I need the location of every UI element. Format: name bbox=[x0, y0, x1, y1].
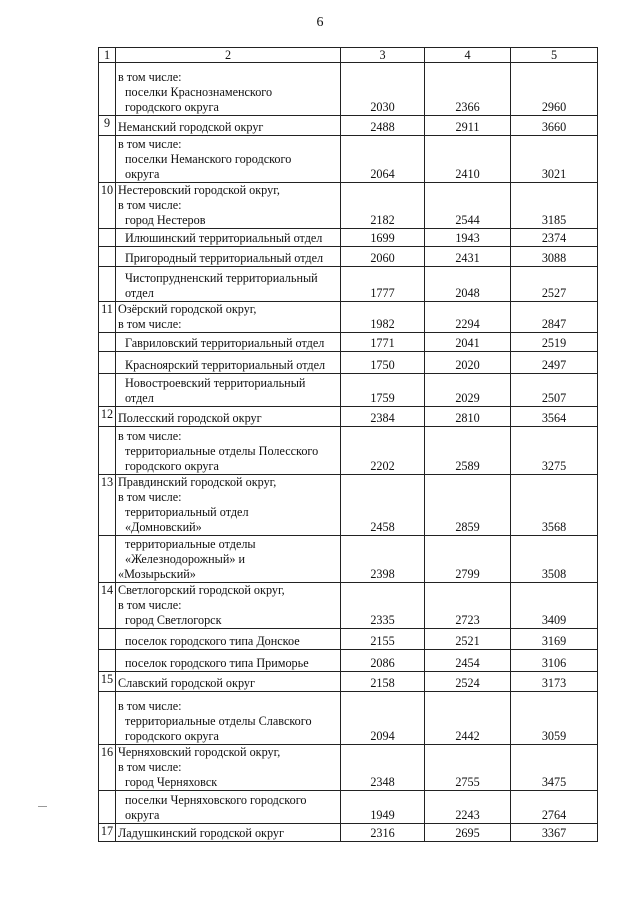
value-col-5: 3367 bbox=[511, 824, 598, 842]
table-row bbox=[99, 629, 598, 650]
territory-name-line: в том числе: bbox=[118, 137, 182, 151]
value-col-4: 2442 bbox=[425, 692, 511, 745]
territory-name bbox=[116, 650, 341, 672]
territory-name-line: отдел bbox=[125, 286, 154, 300]
row-number bbox=[99, 536, 116, 583]
value-col-3: 1750 bbox=[341, 352, 425, 374]
value-col-4: 2454 bbox=[425, 650, 511, 672]
value-col-5: 3059 bbox=[511, 692, 598, 745]
value-col-5: 3475 bbox=[511, 745, 598, 791]
row-number bbox=[99, 427, 116, 475]
table-row bbox=[99, 116, 598, 136]
territory-name-line: поселки Черняховского городского bbox=[125, 793, 307, 807]
value-col-4: 2431 bbox=[425, 247, 511, 267]
territory-name bbox=[116, 267, 341, 302]
table-row bbox=[99, 672, 598, 692]
table-row bbox=[99, 824, 598, 842]
value-col-4: 2810 bbox=[425, 407, 511, 427]
value-col-3: 2335 bbox=[341, 583, 425, 629]
territory-name bbox=[116, 63, 341, 116]
territory-name-line: в том числе: bbox=[118, 699, 182, 713]
value-col-5: 3185 bbox=[511, 183, 598, 229]
row-number bbox=[99, 374, 116, 407]
value-col-4: 2911 bbox=[425, 116, 511, 136]
row-number: 11 bbox=[99, 302, 116, 333]
territory-name bbox=[116, 333, 341, 352]
territory-name-line: округа bbox=[125, 167, 160, 181]
value-col-3: 2398 bbox=[341, 536, 425, 583]
value-col-3: 1759 bbox=[341, 374, 425, 407]
territory-name-line: поселки Краснознаменского bbox=[125, 85, 273, 99]
territory-name bbox=[116, 791, 341, 824]
territory-name-line: Ладушкинский городской округ bbox=[118, 826, 284, 840]
value-col-4: 2859 bbox=[425, 475, 511, 536]
value-col-4: 2544 bbox=[425, 183, 511, 229]
row-number bbox=[99, 247, 116, 267]
table-header-row bbox=[99, 48, 598, 63]
value-col-5: 3169 bbox=[511, 629, 598, 650]
value-col-4: 2695 bbox=[425, 824, 511, 842]
row-number: 16 bbox=[99, 745, 116, 791]
value-col-3: 1771 bbox=[341, 333, 425, 352]
territory-name bbox=[116, 136, 341, 183]
territory-name-line: территориальный отдел bbox=[125, 505, 249, 519]
row-number bbox=[99, 629, 116, 650]
territory-name-line: в том числе: bbox=[118, 70, 182, 84]
table-body bbox=[99, 63, 598, 842]
territory-name-line: Полесский городской округ bbox=[118, 411, 262, 425]
value-col-4: 2410 bbox=[425, 136, 511, 183]
territory-name-line: Светлогорский городской округ, bbox=[118, 583, 285, 597]
territory-name-line: в том числе: bbox=[118, 317, 182, 331]
territory-name-line: в том числе: bbox=[118, 490, 182, 504]
table-row bbox=[99, 475, 598, 536]
territory-name-line: Правдинский городской округ, bbox=[118, 475, 277, 489]
territory-name-line: городского округа bbox=[125, 100, 219, 114]
territory-name-line: городского округа bbox=[125, 459, 219, 473]
territory-name-line: поселки Неманского городского bbox=[125, 152, 292, 166]
territory-name-line: город Черняховск bbox=[125, 775, 218, 789]
value-col-3: 1982 bbox=[341, 302, 425, 333]
row-number bbox=[99, 229, 116, 247]
territory-name bbox=[116, 536, 341, 583]
value-col-3: 2064 bbox=[341, 136, 425, 183]
value-col-3: 2030 bbox=[341, 63, 425, 116]
row-number: 15 bbox=[99, 672, 116, 692]
table-row bbox=[99, 247, 598, 267]
territory-name-line: Пригородный территориальный отдел bbox=[125, 251, 324, 265]
value-col-5: 2764 bbox=[511, 791, 598, 824]
territory-name bbox=[116, 692, 341, 745]
data-table bbox=[98, 47, 598, 842]
row-number bbox=[99, 333, 116, 352]
column-header: 4 bbox=[425, 48, 511, 63]
value-col-5: 3173 bbox=[511, 672, 598, 692]
value-col-5: 2497 bbox=[511, 352, 598, 374]
table-row bbox=[99, 183, 598, 229]
column-header: 3 bbox=[341, 48, 425, 63]
value-col-5: 3106 bbox=[511, 650, 598, 672]
value-col-3: 1699 bbox=[341, 229, 425, 247]
table-row bbox=[99, 407, 598, 427]
value-col-4: 2366 bbox=[425, 63, 511, 116]
row-number bbox=[99, 267, 116, 302]
value-col-4: 1943 bbox=[425, 229, 511, 247]
value-col-3: 2182 bbox=[341, 183, 425, 229]
value-col-3: 1777 bbox=[341, 267, 425, 302]
value-col-4: 2521 bbox=[425, 629, 511, 650]
value-col-4: 2723 bbox=[425, 583, 511, 629]
value-col-3: 2348 bbox=[341, 745, 425, 791]
table-row bbox=[99, 229, 598, 247]
territory-name bbox=[116, 629, 341, 650]
table-row bbox=[99, 536, 598, 583]
column-header: 1 bbox=[99, 48, 116, 63]
territory-name bbox=[116, 475, 341, 536]
territory-name-line: «Домновский» bbox=[125, 520, 202, 534]
value-col-5: 2847 bbox=[511, 302, 598, 333]
table-row bbox=[99, 583, 598, 629]
row-number bbox=[99, 63, 116, 116]
table-row bbox=[99, 427, 598, 475]
territory-name-line: город Нестеров bbox=[125, 213, 206, 227]
territory-name-line: «Мозырьский» bbox=[118, 567, 196, 581]
row-number bbox=[99, 791, 116, 824]
value-col-4: 2041 bbox=[425, 333, 511, 352]
territory-name bbox=[116, 302, 341, 333]
territory-name bbox=[116, 374, 341, 407]
value-col-3: 2458 bbox=[341, 475, 425, 536]
value-col-5: 3021 bbox=[511, 136, 598, 183]
value-col-4: 2589 bbox=[425, 427, 511, 475]
margin-mark bbox=[38, 806, 47, 807]
page-number: 6 bbox=[316, 15, 324, 30]
row-number bbox=[99, 650, 116, 672]
row-number bbox=[99, 352, 116, 374]
value-col-5: 3564 bbox=[511, 407, 598, 427]
territory-name-line: поселок городского типа Донское bbox=[125, 634, 300, 648]
territory-name-line: в том числе: bbox=[118, 598, 182, 612]
value-col-3: 2316 bbox=[341, 824, 425, 842]
territory-name-line: город Светлогорск bbox=[125, 613, 222, 627]
value-col-4: 2294 bbox=[425, 302, 511, 333]
value-col-5: 3275 bbox=[511, 427, 598, 475]
territory-name bbox=[116, 247, 341, 267]
territory-name-line: Илюшинский территориальный отдел bbox=[125, 231, 323, 245]
territory-name-line: территориальные отделы Славского bbox=[125, 714, 312, 728]
value-col-4: 2755 bbox=[425, 745, 511, 791]
row-number: 12 bbox=[99, 407, 116, 427]
value-col-4: 2524 bbox=[425, 672, 511, 692]
territory-name bbox=[116, 824, 341, 842]
territory-name-line: в том числе: bbox=[118, 760, 182, 774]
territory-name-line: Славский городской округ bbox=[118, 676, 255, 690]
territory-name bbox=[116, 427, 341, 475]
territory-name bbox=[116, 745, 341, 791]
table-row bbox=[99, 136, 598, 183]
row-number bbox=[99, 692, 116, 745]
territory-name-line: в том числе: bbox=[118, 429, 182, 443]
value-col-3: 2086 bbox=[341, 650, 425, 672]
row-number bbox=[99, 136, 116, 183]
value-col-5: 3660 bbox=[511, 116, 598, 136]
column-header: 2 bbox=[116, 48, 341, 63]
territory-name-line: поселок городского типа Приморье bbox=[125, 656, 309, 670]
territory-name-line: в том числе: bbox=[118, 198, 182, 212]
table-row bbox=[99, 791, 598, 824]
value-col-5: 2960 bbox=[511, 63, 598, 116]
value-col-5: 2507 bbox=[511, 374, 598, 407]
territory-name-line: городского округа bbox=[125, 729, 219, 743]
value-col-4: 2799 bbox=[425, 536, 511, 583]
value-col-3: 2158 bbox=[341, 672, 425, 692]
territory-name bbox=[116, 116, 341, 136]
value-col-3: 2094 bbox=[341, 692, 425, 745]
territory-name bbox=[116, 583, 341, 629]
value-col-5: 3508 bbox=[511, 536, 598, 583]
territory-name-line: Нестеровский городской округ, bbox=[118, 183, 280, 197]
territory-name-line: Неманский городской округ bbox=[118, 120, 264, 134]
table-row bbox=[99, 352, 598, 374]
territory-name-line: Чистопрудненский территориальный bbox=[125, 271, 318, 285]
territory-name bbox=[116, 229, 341, 247]
table-row bbox=[99, 374, 598, 407]
value-col-5: 2374 bbox=[511, 229, 598, 247]
territory-name bbox=[116, 407, 341, 427]
territory-name-line: отдел bbox=[125, 391, 154, 405]
table-row bbox=[99, 692, 598, 745]
value-col-3: 2060 bbox=[341, 247, 425, 267]
value-col-3: 1949 bbox=[341, 791, 425, 824]
value-col-3: 2202 bbox=[341, 427, 425, 475]
table-row bbox=[99, 333, 598, 352]
row-number: 17 bbox=[99, 824, 116, 842]
value-col-4: 2020 bbox=[425, 352, 511, 374]
value-col-5: 3568 bbox=[511, 475, 598, 536]
territory-name bbox=[116, 672, 341, 692]
row-number: 9 bbox=[99, 116, 116, 136]
table-row bbox=[99, 63, 598, 116]
row-number: 10 bbox=[99, 183, 116, 229]
territory-name-line: округа bbox=[125, 808, 160, 822]
row-number: 14 bbox=[99, 583, 116, 629]
table-row bbox=[99, 302, 598, 333]
territory-name-line: Черняховский городской округ, bbox=[118, 745, 281, 759]
territory-name-line: Озёрский городской округ, bbox=[118, 302, 257, 316]
value-col-5: 3409 bbox=[511, 583, 598, 629]
territory-name-line: Гавриловский территориальный отдел bbox=[125, 336, 325, 350]
value-col-5: 3088 bbox=[511, 247, 598, 267]
territory-name bbox=[116, 352, 341, 374]
value-col-4: 2029 bbox=[425, 374, 511, 407]
table-row bbox=[99, 745, 598, 791]
territory-name-line: «Железнодорожный» и bbox=[125, 552, 246, 566]
column-header: 5 bbox=[511, 48, 598, 63]
value-col-3: 2488 bbox=[341, 116, 425, 136]
table-row bbox=[99, 650, 598, 672]
territory-name-line: территориальные отделы bbox=[125, 537, 256, 551]
territory-name-line: Новостроевский территориальный bbox=[125, 376, 306, 390]
table-row bbox=[99, 267, 598, 302]
value-col-5: 2519 bbox=[511, 333, 598, 352]
value-col-4: 2048 bbox=[425, 267, 511, 302]
row-number: 13 bbox=[99, 475, 116, 536]
value-col-3: 2384 bbox=[341, 407, 425, 427]
territory-name-line: территориальные отделы Полесского bbox=[125, 444, 319, 458]
territory-name bbox=[116, 183, 341, 229]
value-col-5: 2527 bbox=[511, 267, 598, 302]
value-col-4: 2243 bbox=[425, 791, 511, 824]
value-col-3: 2155 bbox=[341, 629, 425, 650]
territory-name-line: Красноярский территориальный отдел bbox=[125, 358, 326, 372]
